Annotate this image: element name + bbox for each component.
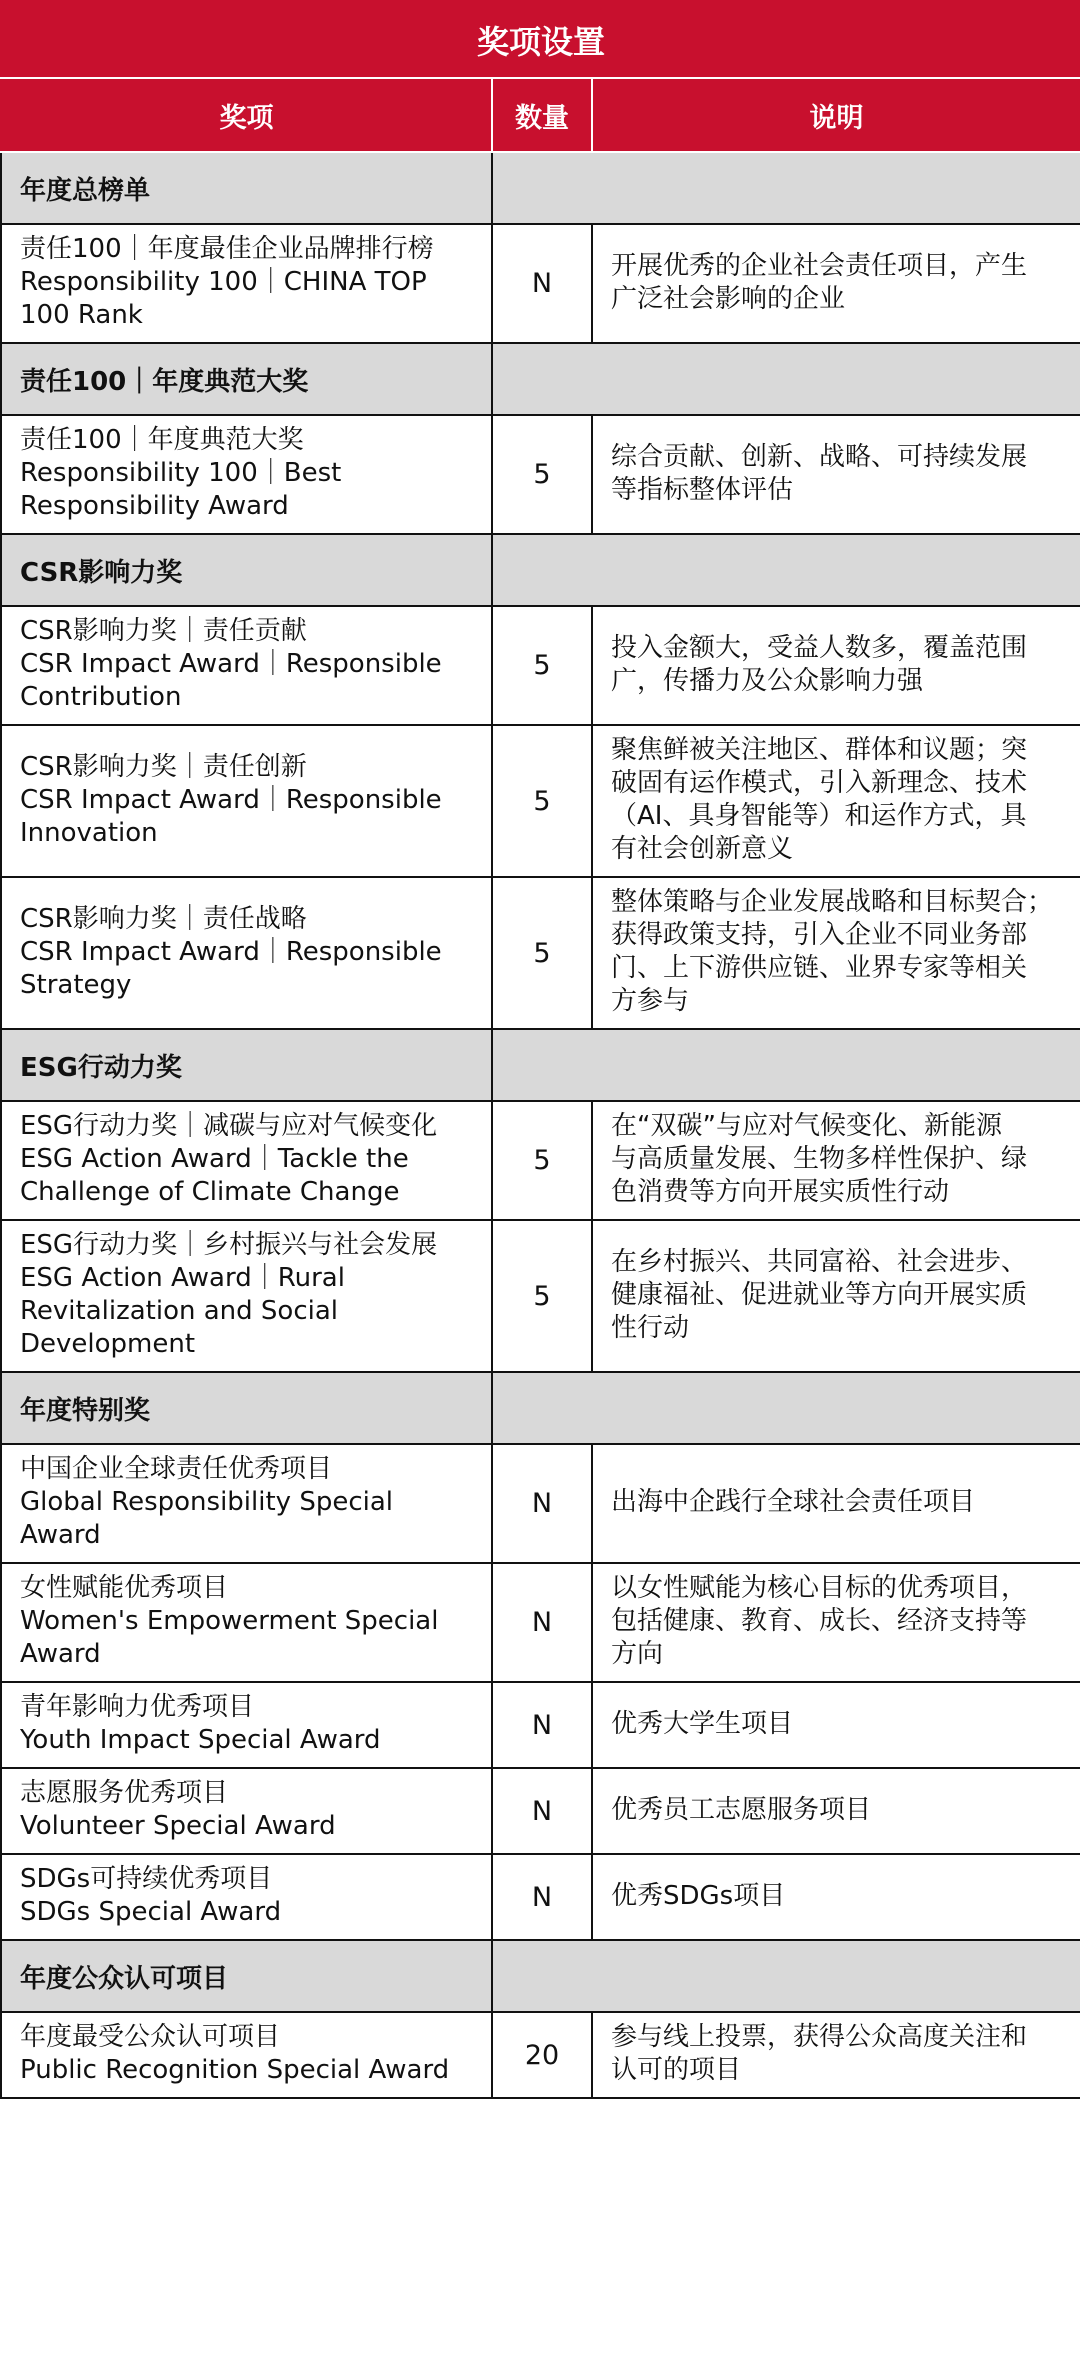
award-name-en-line: CSR Impact Award｜Responsible [20,649,442,679]
category-empty-cell [492,152,1080,224]
award-description-cell [592,606,1080,725]
award-name-en-line: Responsibility Award [20,491,289,521]
award-description-line: 广，传播力及公众影响力强 [611,665,924,696]
category-empty-cell [492,534,1080,606]
award-description-line: 获得政策支持，引入企业不同业务部 [611,920,1028,950]
table-row [1,1768,1080,1854]
award-name-cell [1,415,492,534]
award-name-cn: 青年影响力优秀项目 [20,1692,255,1722]
table-row [1,1854,1080,1940]
award-description-line: 破固有运作模式，引入新理念、技术 [611,768,1028,798]
table-row [1,606,1080,725]
award-name-cell [1,2012,492,2098]
award-description-line: 在乡村振兴、共同富裕、社会进步、 [611,1246,1028,1277]
award-quantity: 5 [492,1220,592,1372]
award-name-en-line: ESG Action Award｜Tackle the [20,1144,409,1174]
award-name-en-line: Strategy [20,969,132,1000]
award-name-cn: CSR影响力奖｜责任创新 [20,751,307,782]
category-label: CSR影响力奖 [1,534,492,606]
award-quantity: 5 [492,877,592,1029]
award-name-cell [1,1768,492,1854]
award-name-en-line: Contribution [20,682,182,712]
award-name-cn: 女性赋能优秀项目 [20,1573,229,1603]
award-name-en-line: Global Responsibility Special [20,1487,394,1517]
table-row [1,224,1080,343]
award-quantity: N [492,1444,592,1563]
award-description-line: 综合贡献、创新、战略、可持续发展 [611,441,1028,472]
award-name-en-line: ESG Action Award｜Rural [20,1263,345,1293]
award-name-cn: ESG行动力奖｜乡村振兴与社会发展 [20,1230,438,1260]
category-label: 年度公众认可项目 [1,1940,492,2012]
table-row [1,415,1080,534]
award-description-cell [592,1220,1080,1372]
award-description-cell [592,1682,1080,1768]
award-description-line: 等指标整体评估 [611,474,794,505]
table-row [1,1101,1080,1220]
award-quantity: N [492,1854,592,1940]
category-row [1,1940,1080,2012]
award-description-line: 方向 [611,1639,664,1669]
award-name-en-line: Challenge of Climate Change [20,1177,400,1207]
award-description-line: 参与线上投票，获得公众高度关注和 [611,2022,1028,2052]
category-label: 年度特别奖 [1,1372,492,1444]
table-row [1,1563,1080,1682]
award-description-cell [592,1563,1080,1682]
award-quantity: 5 [492,1101,592,1220]
award-name-cell [1,1101,492,1220]
award-name-cell [1,1220,492,1372]
award-description-line: 优秀大学生项目 [611,1708,794,1739]
award-name-en-line: CSR Impact Award｜Responsible [20,936,442,967]
category-empty-cell [492,343,1080,415]
award-quantity: N [492,1563,592,1682]
category-row [1,343,1080,415]
award-name-cell [1,1682,492,1768]
award-description-line: 开展优秀的企业社会责任项目，产生 [611,250,1028,281]
award-name-cn: 年度最受公众认可项目 [20,2022,281,2052]
header-quantity: 数量 [492,78,592,152]
table-row [1,725,1080,877]
award-description-line: 性行动 [611,1312,690,1343]
award-quantity: N [492,1768,592,1854]
award-description-line: 色消费等方向开展实质性行动 [611,1177,950,1207]
table-body [1,152,1080,2098]
category-empty-cell [492,1372,1080,1444]
award-description-cell [592,1101,1080,1220]
award-name-cell [1,725,492,877]
award-description-cell [592,725,1080,877]
award-quantity: 20 [492,2012,592,2098]
award-quantity: 5 [492,725,592,877]
award-name-en-line: 100 Rank [20,300,143,330]
award-name-cn: 责任100｜年度典范大奖 [20,425,304,455]
award-name-en-line: Responsibility 100｜Best [20,458,342,488]
award-name-en-line: CSR Impact Award｜Responsible [20,784,442,815]
award-name-cn: CSR影响力奖｜责任贡献 [20,616,307,646]
award-description-line: 在“双碳”与应对气候变化、新能源 [611,1111,1002,1141]
award-name-cn: 中国企业全球责任优秀项目 [20,1454,333,1484]
award-description-line: 门、上下游供应链、业界专家等相关 [611,953,1028,983]
award-name-cell [1,224,492,343]
award-name-en-line: Public Recognition Special Award [20,2055,450,2085]
award-description-cell [592,877,1080,1029]
award-description-cell [592,415,1080,534]
award-name-cell [1,1444,492,1563]
award-name-en-line: Award [20,1520,101,1550]
award-description-line: 出海中企践行全球社会责任项目 [611,1487,976,1517]
award-name-cell [1,877,492,1029]
table-title: 奖项设置 [1,1,1080,78]
award-name-en-line: Innovation [20,817,158,848]
award-description-line: 优秀员工志愿服务项目 [611,1794,872,1825]
award-name-cn: CSR影响力奖｜责任战略 [20,903,307,934]
award-description-line: 投入金额大，受益人数多，覆盖范围 [611,632,1028,663]
award-description-line: 有社会创新意义 [611,834,794,864]
category-empty-cell [492,1029,1080,1101]
award-description-line: 包括健康、教育、成长、经济支持等 [611,1606,1028,1636]
award-description-cell [592,2012,1080,2098]
award-quantity: 5 [492,415,592,534]
award-name-cn: ESG行动力奖｜减碳与应对气候变化 [20,1111,438,1141]
award-name-en-line: Development [20,1329,196,1359]
award-name-cell [1,1854,492,1940]
table-row [1,2012,1080,2098]
award-description-line: 聚焦鲜被关注地区、群体和议题；突 [611,735,1028,765]
category-label: 责任100｜年度典范大奖 [1,343,492,415]
award-name-cell [1,606,492,725]
table-title-row [1,1,1080,78]
award-description-cell [592,224,1080,343]
category-label: ESG行动力奖 [1,1029,492,1101]
category-row [1,1372,1080,1444]
header-award: 奖项 [1,78,492,152]
award-quantity: N [492,224,592,343]
award-quantity: N [492,1682,592,1768]
award-name-cell [1,1563,492,1682]
award-name-en-line: Youth Impact Special Award [20,1725,381,1755]
table-row [1,1682,1080,1768]
award-name-en-line: SDGs Special Award [20,1897,282,1927]
award-description-line: 认可的项目 [611,2055,742,2085]
table-row [1,1220,1080,1372]
award-name-en-line: Revitalization and Social [20,1296,338,1326]
award-description-line: （AI、具身智能等）和运作方式，具 [611,801,1027,831]
award-description-line: 广泛社会影响的企业 [611,283,846,314]
award-description-line: 方参与 [611,986,690,1016]
category-row [1,152,1080,224]
award-description-cell [592,1854,1080,1940]
award-name-cn: 责任100｜年度最佳企业品牌排行榜 [20,234,434,264]
header-description: 说明 [592,78,1080,152]
award-name-cn: 志愿服务优秀项目 [20,1778,229,1808]
award-name-en-line: Women's Empowerment Special [20,1606,439,1636]
award-description-line: 与高质量发展、生物多样性保护、绿 [611,1144,1028,1174]
award-description-line: 以女性赋能为核心目标的优秀项目， [611,1573,1028,1603]
award-description-cell [592,1444,1080,1563]
table-header-row [1,78,1080,152]
table-row [1,877,1080,1029]
table-row [1,1444,1080,1563]
award-description-cell [592,1768,1080,1854]
award-description-line: 整体策略与企业发展战略和目标契合； [611,887,1054,917]
award-description-line: 优秀SDGs项目 [611,1880,786,1911]
award-quantity: 5 [492,606,592,725]
award-name-en-line: Award [20,1639,101,1669]
award-name-en-line: Volunteer Special Award [20,1811,336,1841]
category-row [1,534,1080,606]
award-name-en-line: Responsibility 100｜CHINA TOP [20,267,427,297]
award-description-line: 健康福祉、促进就业等方向开展实质 [611,1279,1028,1310]
category-label: 年度总榜单 [1,152,492,224]
category-empty-cell [492,1940,1080,2012]
category-row [1,1029,1080,1101]
award-name-cn: SDGs可持续优秀项目 [20,1864,273,1894]
